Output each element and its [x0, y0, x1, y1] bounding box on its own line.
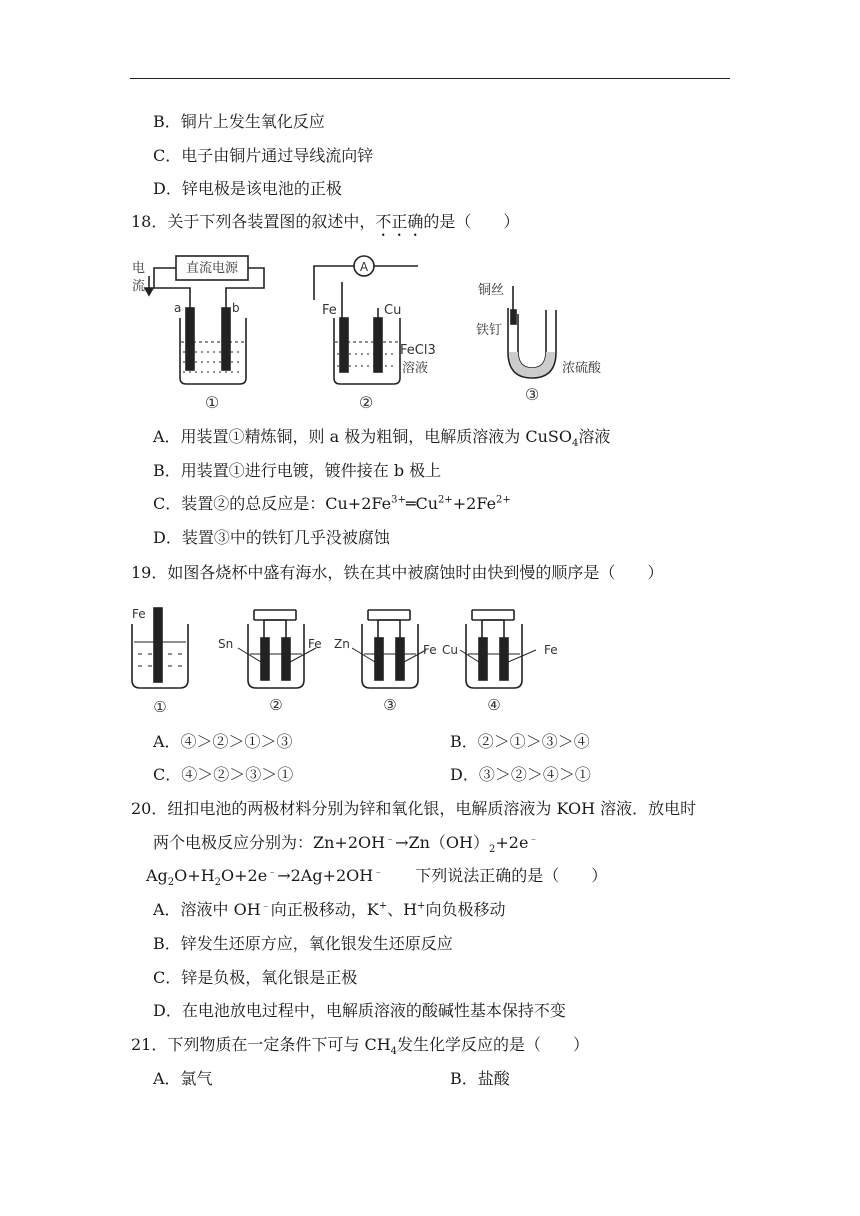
electrode-b: [222, 308, 230, 370]
label-conc-acid: 浓硫酸: [562, 361, 602, 376]
q20-option-a-p4: 向负极移动: [425, 900, 506, 919]
q20-stem2-mid: →Zn（OH）: [395, 833, 489, 852]
q20-option-a-p2: 向正极移动，K: [270, 900, 379, 919]
q20-stem3-p1: Ag: [146, 866, 168, 885]
label-fe-4: Fe: [544, 643, 558, 657]
q19-option-a: A．④＞②＞①＞③: [153, 732, 293, 751]
q18-option-c-pre: C．装置②的总反应是：Cu+2Fe: [153, 494, 392, 513]
q20-stem-line-2: [153, 833, 539, 856]
q19-stem: 19．如图各烧杯中盛有海水，铁在其中被腐蚀时由快到慢的顺序是（ ）: [131, 563, 664, 582]
label-solution: 溶液: [402, 361, 429, 376]
q20-stem3-p5: 下列说法正确的是（ ）: [383, 866, 608, 885]
q19-option-d: D．③＞②＞④＞①: [450, 765, 591, 784]
q18-option-c-sup2: 2+: [438, 494, 453, 506]
q17-option-d: D．锌电极是该电池的正极: [153, 179, 342, 198]
q21-stem-sub: 4: [390, 1046, 398, 1058]
electrode-fe: [340, 318, 348, 372]
electrode-a: [186, 308, 194, 370]
label-fe-1: Fe: [132, 607, 146, 621]
label-cu: Cu: [384, 303, 402, 318]
electrode-cu: [374, 318, 382, 372]
q20-stem3-sup2: ﹣: [373, 866, 384, 878]
q21-option-b: B．盐酸: [450, 1069, 510, 1088]
label-fecl3: FeCl3: [400, 343, 436, 358]
q18-stem-post: 的是（ ）: [423, 212, 520, 231]
current-label-2: 流: [132, 279, 146, 294]
q18-option-c-sup1: 3+: [391, 494, 406, 506]
q18-option-d: D．装置③中的铁钉几乎没被腐蚀: [153, 528, 390, 547]
q20-stem3-p3: O+2e: [221, 866, 268, 885]
q20-stem-line-1: 20．纽扣电池的两极材料分别为锌和氧化银，电解质溶液为 KOH 溶液．放电时: [131, 799, 697, 818]
beaker-3-number: ③: [383, 696, 397, 714]
q20-stem3-sup1: ﹣: [267, 866, 278, 878]
q20-stem2-sup2: ﹣: [528, 833, 539, 845]
q20-option-d: D．在电池放电过程中，电解质溶液的酸碱性基本保持不变: [153, 1001, 566, 1020]
beaker-2-number: ②: [269, 696, 283, 714]
q20-option-a-sup1: ﹣: [260, 900, 271, 912]
q20-option-a-p1: A．溶液中 OH: [153, 900, 261, 919]
q17-option-b: B．铜片上发生氧化反应: [153, 112, 325, 131]
label-sn: Sn: [218, 637, 234, 651]
q20-stem2-post: +2e: [495, 833, 529, 852]
q18-option-a: [153, 427, 611, 450]
q20-stem3-p4: →2Ag+2OH: [277, 866, 374, 885]
q18-option-a-post: 溶液: [578, 427, 611, 446]
q20-option-a-sup3: +: [417, 900, 426, 912]
beaker-3: [362, 624, 418, 688]
header-rule: [130, 78, 730, 79]
q18-stem-emphasis: 不正确: [375, 212, 424, 231]
q20-stem3-p2: O+H: [174, 866, 215, 885]
label-b: b: [232, 301, 240, 315]
q18-option-c-mid: ═Cu: [405, 494, 439, 513]
q21-stem-post: 发生化学反应的是（ ）: [397, 1035, 590, 1054]
q20-option-a: [153, 900, 505, 920]
q18-figure: [128, 248, 618, 410]
q18-option-a-sub: 4: [571, 438, 579, 450]
q17-option-c: C．电子由铜片通过导线流向锌: [153, 146, 374, 165]
q18-option-c-mid2: +2Fe: [452, 494, 497, 513]
beaker-2: [248, 624, 304, 688]
q20-option-b: B．锌发生还原方应，氧化银发生还原反应: [153, 934, 453, 953]
q20-option-a-p3: 、H: [387, 900, 418, 919]
q21-option-a: A．氯气: [153, 1069, 213, 1088]
q18-option-a-pre: A．用装置①精炼铜，则 a 极为粗铜，电解质溶液为 CuSO: [153, 427, 572, 446]
dc-power-label: 直流电源: [185, 261, 239, 276]
q21-stem: [131, 1035, 590, 1058]
beaker-1-number: ①: [153, 698, 167, 716]
fe-rod-1: [154, 608, 162, 682]
q20-stem2-sub1: 2: [489, 844, 496, 856]
q19-option-b: B．②＞①＞③＞④: [450, 732, 590, 751]
q20-stem2-sup1: ﹣: [385, 833, 396, 845]
device-3-u-tube: [508, 286, 556, 378]
label-iron-nail: 铁钉: [476, 323, 503, 338]
label-zn: Zn: [334, 637, 350, 651]
q19-figure: [126, 598, 576, 716]
q20-stem3-s2: 2: [214, 877, 222, 889]
q18-option-c: [153, 494, 511, 514]
device-2-number: ②: [358, 393, 374, 410]
q18-option-b: B．用装置①进行电镀，镀件接在 b 极上: [153, 461, 442, 480]
label-a: a: [174, 301, 182, 315]
q20-option-c: C．锌是负极，氧化银是正极: [153, 968, 358, 987]
q21-stem-pre: 21．下列物质在一定条件下可与 CH: [131, 1035, 391, 1054]
current-label-1: 电: [132, 261, 146, 276]
q20-option-a-sup2: +: [378, 900, 388, 912]
q20-stem-line-3: [146, 866, 608, 889]
ammeter-label: A: [359, 260, 369, 274]
label-cu: Cu: [442, 643, 458, 657]
q18-stem-pre: 18．关于下列各装置图的叙述中，: [131, 212, 376, 231]
label-fe-2: Fe: [308, 637, 322, 651]
device-3-number: ③: [524, 385, 540, 404]
q18-option-c-sup3: 2+: [496, 494, 511, 506]
label-fe-3: Fe: [423, 643, 437, 657]
q19-option-c: C．④＞②＞③＞①: [153, 765, 294, 784]
iron-nail: [511, 310, 516, 324]
label-copper-wire: 铜丝: [478, 283, 505, 298]
beaker-4: [466, 624, 522, 688]
q20-stem3-s1: 2: [167, 877, 175, 889]
device-1-number: ①: [204, 393, 220, 410]
q20-stem2-pre: 两个电极反应分别为：Zn+2OH: [153, 833, 386, 852]
label-fe: Fe: [322, 303, 337, 318]
beaker-4-number: ④: [487, 696, 501, 714]
q18-stem: [131, 212, 519, 240]
